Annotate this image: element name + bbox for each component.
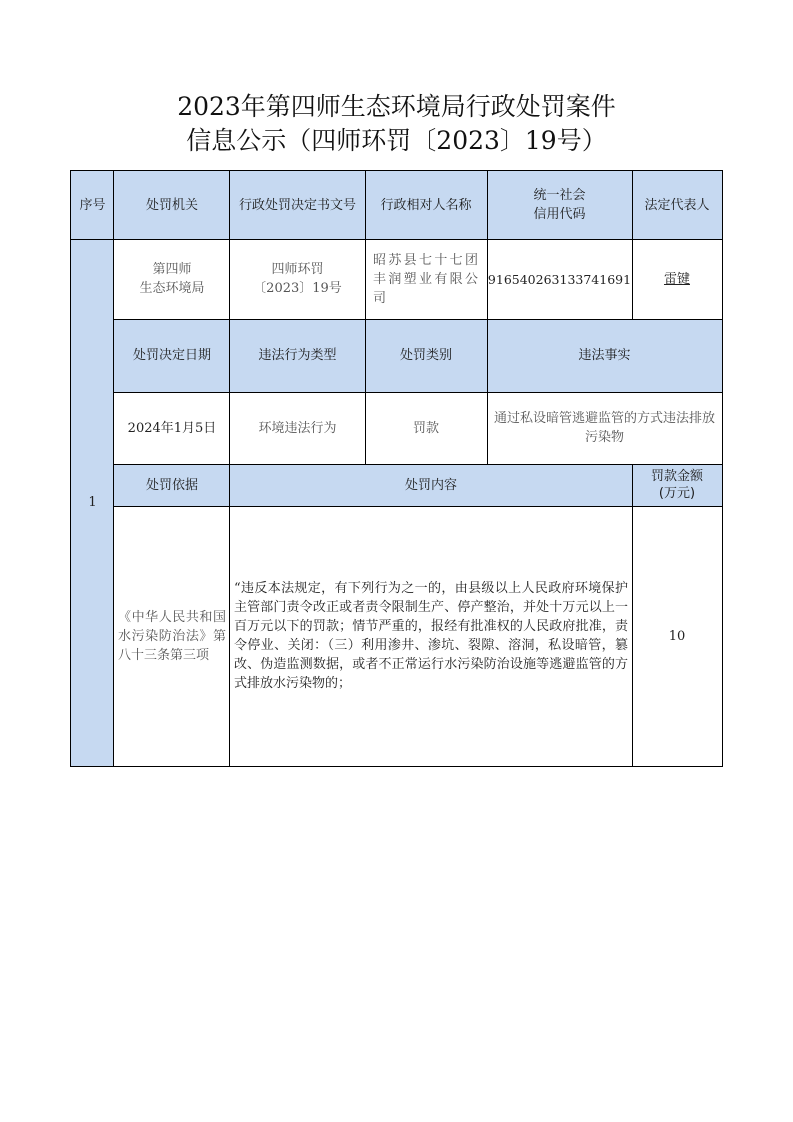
header-legal-rep: 法定代表人 <box>632 171 722 239</box>
record-decision-date: 2024年1月5日 <box>127 420 217 436</box>
record-fine-amount: 10 <box>668 628 686 644</box>
header-penalty-category: 处罚类别 <box>365 319 487 392</box>
border-line <box>70 239 723 240</box>
border-line <box>229 170 230 767</box>
record-decision-no-line1: 四师环罚 <box>271 262 324 277</box>
header-credit-code-line1: 统一社会 <box>533 188 586 203</box>
record-credit-code: 916540263133741691 <box>487 271 632 287</box>
header-penalty-content: 处罚内容 <box>230 464 632 506</box>
record-authority-line1: 第四师 <box>152 262 192 277</box>
title-line-1: 2023年第四师生态环境局行政处罚案件 <box>177 92 616 121</box>
border-line <box>722 170 723 767</box>
record-violation-type: 环境违法行为 <box>258 420 337 436</box>
border-line <box>632 464 633 767</box>
record-penalty-content: “违反本法规定，有下列行为之一的，由县级以上人民政府环境保护主管部门责令改正或者责令限制生产、停产整治，并处十万元以上一百万元以下的罚款；情节严重的，报经有批准权的人民政府批准，责令停业、关闭：（三）利用渗井、渗坑、裂隙、溶洞，私设暗管，篡改、伪造监测数据，或者不正常运行水污染防治设施等逃避监管的方式排放水污染物的； <box>234 581 628 691</box>
record-decision-no <box>230 239 365 319</box>
header-fine-amount-line2: (万元) <box>658 486 696 501</box>
header-authority: 处罚机关 <box>114 171 230 239</box>
header-violation-facts: 违法事实 <box>487 319 722 392</box>
header-fine-amount <box>632 464 722 506</box>
record-authority <box>114 239 230 319</box>
border-line <box>70 170 71 767</box>
record-decision-no-line2: 〔2023〕19号 <box>253 281 342 296</box>
header-decision-date: 处罚决定日期 <box>114 319 230 392</box>
record-counterparty: 昭苏县七十七团丰润塑业有限公司 <box>373 252 479 306</box>
header-credit-code-line2: 信用代码 <box>533 207 586 222</box>
header-counterparty: 行政相对人名称 <box>365 171 487 239</box>
title-line-2: 信息公示（四师环罚〔2023〕19号） <box>186 126 607 155</box>
header-fine-amount-line1: 罚款金额 <box>650 469 703 484</box>
border-line <box>70 170 723 171</box>
border-line <box>113 170 114 767</box>
border-line <box>365 170 366 465</box>
record-seq: 1 <box>71 239 114 766</box>
header-credit-code <box>487 171 632 239</box>
record-authority-line2: 生态环境局 <box>139 281 205 296</box>
header-violation-type: 违法行为类型 <box>230 319 365 392</box>
document-title <box>0 90 793 158</box>
record-penalty-basis: 《中华人民共和国水污染防治法》第八十三条第三项 <box>118 609 226 663</box>
border-line <box>114 392 723 393</box>
border-line <box>632 170 633 320</box>
border-line <box>487 170 488 465</box>
record-violation-facts: 通过私设暗管逃避监管的方式违法排放污染物 <box>493 411 715 445</box>
record-penalty-category: 罚款 <box>412 420 439 436</box>
legal-rep-link[interactable]: 雷键 <box>663 271 690 287</box>
border-line <box>70 766 723 767</box>
header-decision-no: 行政处罚决定书文号 <box>230 171 365 239</box>
record-legal-rep[interactable] <box>632 239 722 319</box>
header-penalty-basis: 处罚依据 <box>114 464 230 506</box>
header-seq: 序号 <box>71 171 114 239</box>
